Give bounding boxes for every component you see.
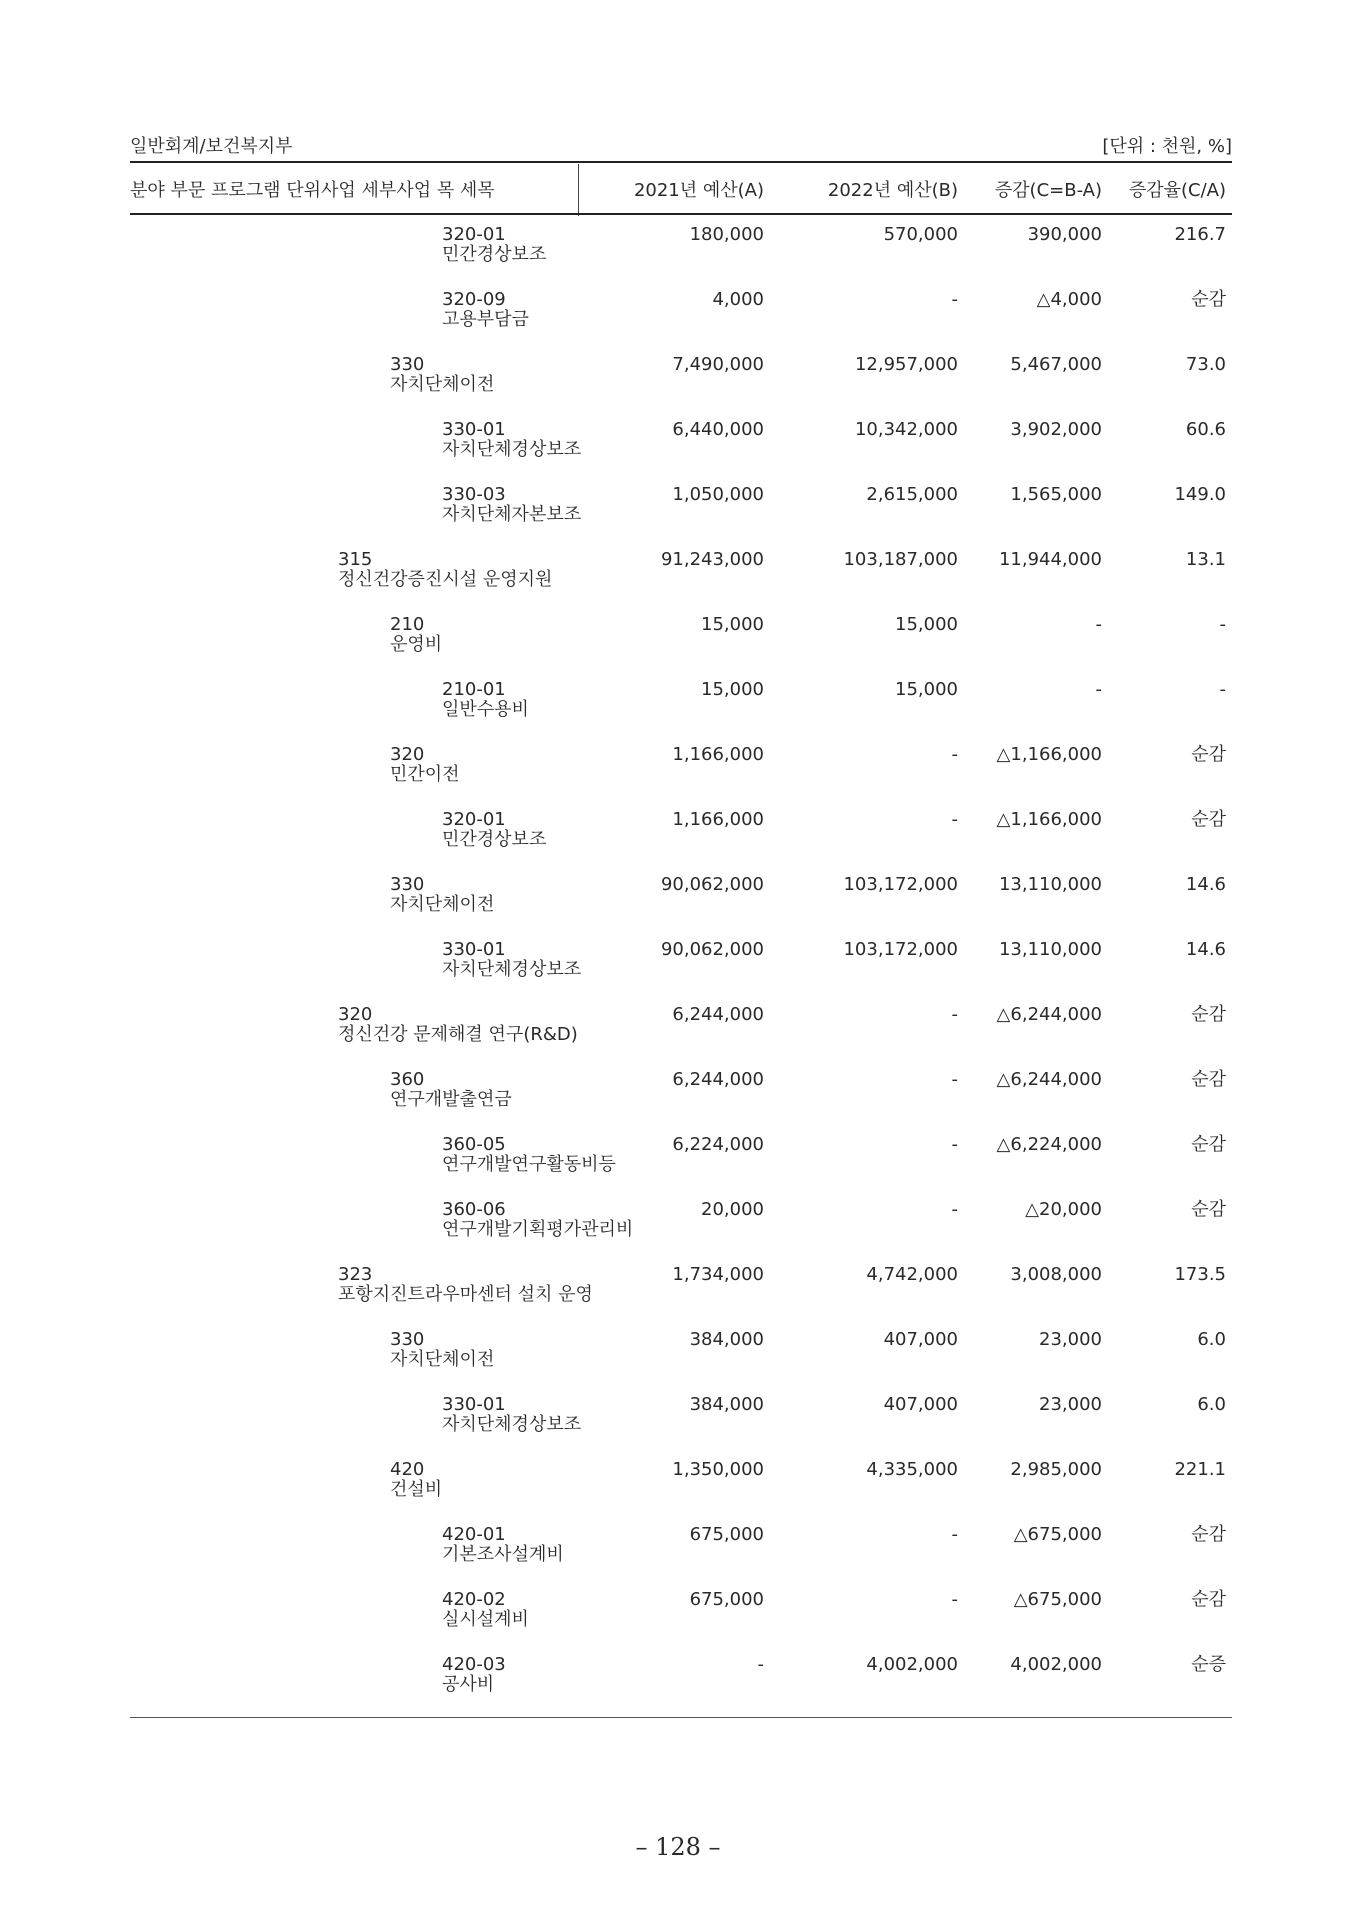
unit-label: [단위 : 천원, %] bbox=[1102, 136, 1232, 157]
change-cell: △6,224,000 bbox=[996, 1134, 1102, 1155]
change-cell: 13,110,000 bbox=[998, 939, 1102, 960]
row-name: 연구개발출연금 bbox=[390, 1089, 512, 1110]
rate-cell: 6.0 bbox=[1197, 1394, 1226, 1415]
rate-cell: 60.6 bbox=[1185, 419, 1226, 440]
rate-cell: 221.1 bbox=[1174, 1459, 1226, 1480]
row-name: 고용부담금 bbox=[442, 309, 529, 330]
table-row bbox=[0, 1395, 1356, 1460]
change-cell: △20,000 bbox=[1025, 1199, 1102, 1220]
column-header-2021: 2021년 예산(A) bbox=[633, 180, 764, 201]
row-code: 320 bbox=[390, 744, 425, 765]
change-cell: 5,467,000 bbox=[1010, 354, 1102, 375]
change-cell: 11,944,000 bbox=[998, 549, 1102, 570]
row-code: 360-06 bbox=[442, 1199, 506, 1220]
table-row bbox=[0, 680, 1356, 745]
change-cell: 23,000 bbox=[1039, 1329, 1102, 1350]
row-name: 자치단체이전 bbox=[390, 894, 495, 915]
row-name: 자치단체자본보조 bbox=[442, 504, 582, 525]
budget-2021-cell: 1,734,000 bbox=[672, 1264, 764, 1285]
budget-2021-cell: 15,000 bbox=[701, 679, 764, 700]
budget-2022-cell: 103,187,000 bbox=[843, 549, 958, 570]
row-name: 기본조사설계비 bbox=[442, 1544, 564, 1565]
row-name: 자치단체이전 bbox=[390, 374, 495, 395]
row-name: 자치단체경상보조 bbox=[442, 1414, 582, 1435]
row-code: 330-01 bbox=[442, 939, 506, 960]
rate-cell: 14.6 bbox=[1185, 939, 1226, 960]
rate-cell: 순감 bbox=[1191, 1004, 1226, 1025]
change-cell: 3,902,000 bbox=[1010, 419, 1102, 440]
row-name: 운영비 bbox=[390, 634, 443, 655]
budget-2021-cell: 1,166,000 bbox=[672, 744, 764, 765]
row-name: 포항지진트라우마센터 설치 운영 bbox=[338, 1284, 593, 1305]
table-row bbox=[0, 550, 1356, 615]
row-name: 자치단체이전 bbox=[390, 1349, 495, 1370]
table-row bbox=[0, 1330, 1356, 1395]
row-code: 315 bbox=[338, 549, 373, 570]
column-divider bbox=[578, 164, 579, 216]
table-row bbox=[0, 485, 1356, 550]
rate-cell: - bbox=[1219, 679, 1226, 700]
budget-2022-cell: - bbox=[951, 1004, 958, 1025]
rate-cell: 14.6 bbox=[1185, 874, 1226, 895]
budget-2022-cell: 103,172,000 bbox=[843, 874, 958, 895]
budget-2021-cell: 1,050,000 bbox=[672, 484, 764, 505]
change-cell: 390,000 bbox=[1027, 224, 1102, 245]
budget-2021-cell: 6,440,000 bbox=[672, 419, 764, 440]
budget-2022-cell: 2,615,000 bbox=[866, 484, 958, 505]
rate-cell: 순감 bbox=[1191, 1589, 1226, 1610]
rate-cell: 73.0 bbox=[1185, 354, 1226, 375]
table-row bbox=[0, 615, 1356, 680]
budget-2021-cell: 384,000 bbox=[689, 1394, 764, 1415]
table-row bbox=[0, 1070, 1356, 1135]
budget-2021-cell: 90,062,000 bbox=[660, 874, 764, 895]
rate-cell: 216.7 bbox=[1174, 224, 1226, 245]
rate-cell: 13.1 bbox=[1185, 549, 1226, 570]
budget-2022-cell: - bbox=[951, 744, 958, 765]
table-bottom-rule bbox=[130, 1717, 1232, 1718]
row-name: 공사비 bbox=[442, 1674, 495, 1695]
row-code: 210 bbox=[390, 614, 425, 635]
budget-2021-cell: 4,000 bbox=[712, 289, 764, 310]
budget-2021-cell: 1,166,000 bbox=[672, 809, 764, 830]
table-row bbox=[0, 1200, 1356, 1265]
budget-2022-cell: 4,002,000 bbox=[866, 1654, 958, 1675]
table-row bbox=[0, 290, 1356, 355]
row-code: 420-03 bbox=[442, 1654, 506, 1675]
table-row bbox=[0, 1135, 1356, 1200]
budget-2022-cell: 12,957,000 bbox=[854, 354, 958, 375]
change-cell: - bbox=[1095, 614, 1102, 635]
row-name: 정신건강증진시설 운영지원 bbox=[338, 569, 553, 590]
row-code: 320 bbox=[338, 1004, 373, 1025]
change-cell: - bbox=[1095, 679, 1102, 700]
budget-2021-cell: 90,062,000 bbox=[660, 939, 764, 960]
table-row bbox=[0, 1655, 1356, 1720]
page-number: – 128 – bbox=[635, 1833, 721, 1861]
row-code: 320-01 bbox=[442, 809, 506, 830]
budget-2021-cell: 6,244,000 bbox=[672, 1069, 764, 1090]
rate-cell: 149.0 bbox=[1174, 484, 1226, 505]
table-row bbox=[0, 225, 1356, 290]
budget-2022-cell: - bbox=[951, 1069, 958, 1090]
row-name: 일반수용비 bbox=[442, 699, 529, 720]
budget-2022-cell: - bbox=[951, 1199, 958, 1220]
row-name: 연구개발기획평가관리비 bbox=[442, 1219, 634, 1240]
budget-2021-cell: 675,000 bbox=[689, 1524, 764, 1545]
change-cell: △4,000 bbox=[1036, 289, 1102, 310]
change-cell: 4,002,000 bbox=[1010, 1654, 1102, 1675]
budget-2021-cell: 180,000 bbox=[689, 224, 764, 245]
row-name: 연구개발연구활동비등 bbox=[442, 1154, 616, 1175]
table-row bbox=[0, 1460, 1356, 1525]
budget-2022-cell: 570,000 bbox=[883, 224, 958, 245]
table-row bbox=[0, 745, 1356, 810]
rate-cell: 순감 bbox=[1191, 744, 1226, 765]
column-header-change: 증감(C=B-A) bbox=[994, 180, 1102, 201]
rate-cell: - bbox=[1219, 614, 1226, 635]
table-top-rule bbox=[130, 161, 1232, 163]
change-cell: △675,000 bbox=[1013, 1589, 1102, 1610]
budget-2021-cell: 15,000 bbox=[701, 614, 764, 635]
rate-cell: 순감 bbox=[1191, 1069, 1226, 1090]
budget-2022-cell: 15,000 bbox=[895, 614, 958, 635]
budget-2021-cell: 384,000 bbox=[689, 1329, 764, 1350]
change-cell: △675,000 bbox=[1013, 1524, 1102, 1545]
budget-2022-cell: - bbox=[951, 1524, 958, 1545]
budget-2022-cell: 4,335,000 bbox=[866, 1459, 958, 1480]
account-ministry-label: 일반회계/보건복지부 bbox=[130, 136, 293, 157]
column-header-items: 분야 부문 프로그램 단위사업 세부사업 목 세목 bbox=[130, 180, 495, 201]
change-cell: 23,000 bbox=[1039, 1394, 1102, 1415]
budget-2021-cell: 6,224,000 bbox=[672, 1134, 764, 1155]
change-cell: △6,244,000 bbox=[996, 1004, 1102, 1025]
budget-2021-cell: 6,244,000 bbox=[672, 1004, 764, 1025]
rate-cell: 순감 bbox=[1191, 1199, 1226, 1220]
row-code: 330 bbox=[390, 354, 425, 375]
row-name: 민간이전 bbox=[390, 764, 460, 785]
rate-cell: 순감 bbox=[1191, 1134, 1226, 1155]
budget-2022-cell: - bbox=[951, 289, 958, 310]
budget-2022-cell: - bbox=[951, 1134, 958, 1155]
table-row bbox=[0, 1005, 1356, 1070]
table-row bbox=[0, 1265, 1356, 1330]
change-cell: 3,008,000 bbox=[1010, 1264, 1102, 1285]
change-cell: 13,110,000 bbox=[998, 874, 1102, 895]
row-name: 민간경상보조 bbox=[442, 244, 547, 265]
row-name: 실시설계비 bbox=[442, 1609, 529, 1630]
row-code: 320-01 bbox=[442, 224, 506, 245]
row-name: 민간경상보조 bbox=[442, 829, 547, 850]
row-code: 323 bbox=[338, 1264, 373, 1285]
row-code: 330-01 bbox=[442, 1394, 506, 1415]
table-row bbox=[0, 1590, 1356, 1655]
budget-2021-cell: 91,243,000 bbox=[660, 549, 764, 570]
change-cell: △1,166,000 bbox=[996, 744, 1102, 765]
table-row bbox=[0, 810, 1356, 875]
budget-2022-cell: - bbox=[951, 809, 958, 830]
budget-2022-cell: 4,742,000 bbox=[866, 1264, 958, 1285]
budget-2021-cell: 7,490,000 bbox=[672, 354, 764, 375]
budget-2022-cell: 15,000 bbox=[895, 679, 958, 700]
table-row bbox=[0, 1525, 1356, 1590]
rate-cell: 순감 bbox=[1191, 1524, 1226, 1545]
rate-cell: 173.5 bbox=[1174, 1264, 1226, 1285]
row-code: 360 bbox=[390, 1069, 425, 1090]
rate-cell: 순감 bbox=[1191, 289, 1226, 310]
change-cell: △6,244,000 bbox=[996, 1069, 1102, 1090]
row-name: 건설비 bbox=[390, 1479, 443, 1500]
row-code: 330-03 bbox=[442, 484, 506, 505]
table-row bbox=[0, 355, 1356, 420]
budget-2022-cell: 407,000 bbox=[883, 1329, 958, 1350]
budget-2022-cell: 10,342,000 bbox=[854, 419, 958, 440]
row-name: 정신건강 문제해결 연구(R&D) bbox=[338, 1024, 578, 1045]
row-code: 420-01 bbox=[442, 1524, 506, 1545]
table-header-rule bbox=[130, 213, 1232, 215]
row-code: 320-09 bbox=[442, 289, 506, 310]
row-code: 360-05 bbox=[442, 1134, 506, 1155]
column-header-rate: 증감율(C/A) bbox=[1128, 180, 1226, 201]
budget-2022-cell: - bbox=[951, 1589, 958, 1610]
budget-2022-cell: 407,000 bbox=[883, 1394, 958, 1415]
change-cell: △1,166,000 bbox=[996, 809, 1102, 830]
rate-cell: 6.0 bbox=[1197, 1329, 1226, 1350]
rate-cell: 순증 bbox=[1191, 1654, 1226, 1675]
row-code: 420-02 bbox=[442, 1589, 506, 1610]
budget-2021-cell: 20,000 bbox=[701, 1199, 764, 1220]
rate-cell: 순감 bbox=[1191, 809, 1226, 830]
table-row bbox=[0, 875, 1356, 940]
row-code: 420 bbox=[390, 1459, 425, 1480]
column-header-2022: 2022년 예산(B) bbox=[827, 180, 958, 201]
change-cell: 2,985,000 bbox=[1010, 1459, 1102, 1480]
table-row bbox=[0, 940, 1356, 1005]
budget-2022-cell: 103,172,000 bbox=[843, 939, 958, 960]
row-name: 자치단체경상보조 bbox=[442, 959, 582, 980]
row-code: 330 bbox=[390, 874, 425, 895]
table-row bbox=[0, 420, 1356, 485]
budget-2021-cell: 675,000 bbox=[689, 1589, 764, 1610]
budget-2021-cell: - bbox=[757, 1654, 764, 1675]
row-name: 자치단체경상보조 bbox=[442, 439, 582, 460]
budget-2021-cell: 1,350,000 bbox=[672, 1459, 764, 1480]
change-cell: 1,565,000 bbox=[1010, 484, 1102, 505]
row-code: 330 bbox=[390, 1329, 425, 1350]
row-code: 210-01 bbox=[442, 679, 506, 700]
row-code: 330-01 bbox=[442, 419, 506, 440]
